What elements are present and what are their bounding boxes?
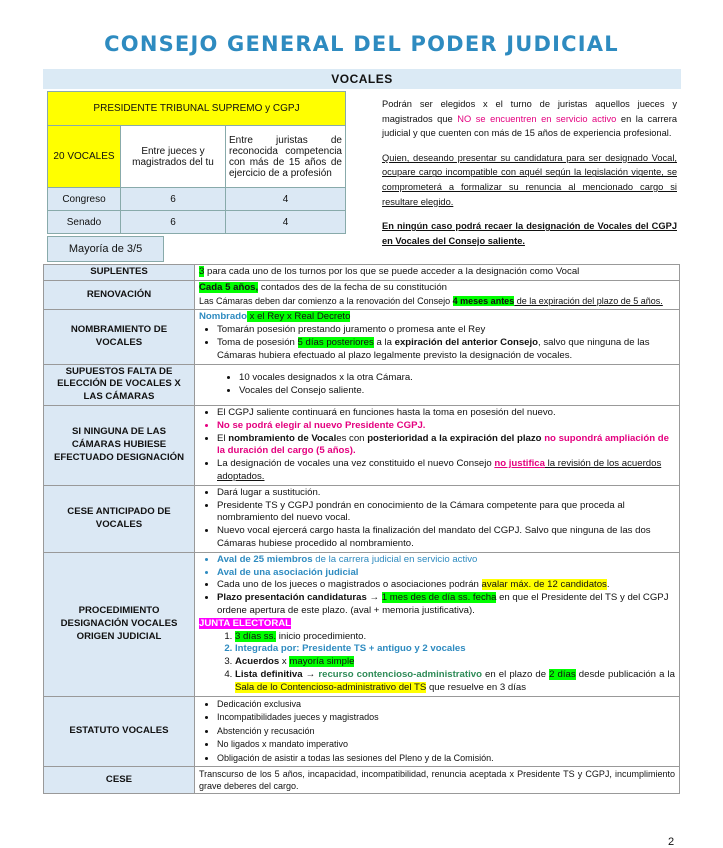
main-table — [43, 264, 680, 794]
col-juristas: Entre juristas de reconocida competencia con más de 15 años de ejercicio de a profesión — [226, 126, 346, 188]
note-candidatura: Quien, deseando presentar su candidatura para ser designado Vocal, ocupare cargo incompatible con aquél según la legislación vigente, se comprometerá a formalizar su renuncia al mencionado cargo si resultare elegido. — [382, 152, 677, 207]
row-nombramiento: NOMBRAMIENTO DE VOCALES Nombrado x el Rey x Real Decreto • Tomarán posesión prestando juramento o promesa ante el Rey • Toma de posesión 5 días posteriores a la expiración del anterior Consejo, salvo que ninguna de las Cámaras hubiera efectuado al plazo legalmente previsto la designación de vocales. — [44, 310, 680, 364]
row-suplentes: SUPLENTES 3 para cada uno de los turnos por los que se puede acceder a la designación como Vocal — [44, 265, 680, 281]
congreso-label: Congreso — [48, 188, 121, 211]
president-cell: PRESIDENTE TRIBUNAL SUPREMO y CGPJ — [48, 92, 346, 126]
page-number: 2 — [668, 836, 675, 848]
composition-table — [47, 91, 346, 234]
row-supuestos: SUPUESTOS FALTA DE ELECCIÓN DE VOCALES X LAS CÁMARAS • 10 vocales designados x la otra Cámara. • Vocales del Consejo saliente. — [44, 364, 680, 405]
eligibility-notes — [382, 97, 677, 258]
congreso-jueces: 6 — [121, 188, 226, 211]
row-cese: CESE Transcurso de los 5 años, incapacidad, incompatibilidad, renuncia aceptada x Presidente TS y CGPJ, incumplimiento grave deberes del cargo. — [44, 767, 680, 794]
col-jueces: Entre jueces y magistrados del tu — [121, 126, 226, 188]
vocales-cell: 20 VOCALES — [48, 126, 121, 188]
row-estatuto: ESTATUTO VOCALES • Dedicación exclusiva • Incompatibilidades jueces y magistrados • Abstención y recusación • No ligados x mandato imperativo • Obligación de asistir a todas las sesiones del Pleno y de la Comisión. — [44, 696, 680, 767]
senado-jueces: 6 — [121, 211, 226, 234]
majority-box: Mayoría de 3/5 — [47, 236, 164, 262]
note-saliente: En ningún caso podrá recaer la designación de Vocales del CGPJ en Vocales del Consejo saliente. — [382, 221, 677, 246]
row-cese-anticipado: CESE ANTICIPADO DE VOCALES • Dará lugar a sustitución. • Presidente TS y CGPJ pondrán en conocimiento de la Cámara competente para que proceda al nombramiento del nuevo vocal. • Nuevo vocal ejercerá cargo hasta la finalización del mandato del CGPJ. Salvo que ninguna de las dos Cámaras hubiese procedido al nombramiento. — [44, 485, 680, 552]
senado-juristas: 4 — [226, 211, 346, 234]
senado-label: Senado — [48, 211, 121, 234]
row-ninguna: SI NINGUNA DE LAS CÁMARAS HUBIESE EFECTUADO DESIGNACIÓN • El CGPJ saliente continuará en funciones hasta la toma en posesión del nuevo. • No se podrá elegir al nuevo Presidente CGPJ. • El nombramiento de Vocales con posterioridad a la expiración del plazo no supondrá ampliación de la duración del cargo (5 años). • La designación de vocales una vez constituido el nuevo Consejo no justifica la revisión de los acuerdos adoptados. — [44, 405, 680, 485]
section-header: VOCALES — [43, 69, 681, 89]
row-procedimiento: PROCEDIMIENTO DESIGNACIÓN VOCALES ORIGEN JUDICIAL • Aval de 25 miembros de la carrera judicial en servicio activo • Aval de una asociación judicial • Cada uno de los jueces o magistrados o asociaciones podrán avalar máx. de 12 candidatos. • Plazo presentación candidaturas → 1 mes des de día ss. fecha en que el Presidente del TS y del CGPJ ordene apertura de este plazo. (aval + memoria justificativa). JUNTA ELECTORAL 1. 3 días ss. inicio procedimiento. 2. Integrada por: Presidente TS + antiguo y 2 vocales 3. Acuerdos x mayoría simple 4. Lista definitiva → recurso contencioso-administrativo en el plazo de 2 días desde publicación a la Sala de lo Contencioso-administrativo del TS que resuelve en 3 días — [44, 552, 680, 696]
junta-electoral: JUNTA ELECTORAL — [199, 617, 292, 629]
page-title: CONSEJO GENERAL DEL PODER JUDICIAL — [104, 32, 619, 56]
note-juristas: Podrán ser elegidos x el turno de juristas aquellos jueces y magistrados que NO se encuentren en servicio activo en la carrera judicial y que cuenten con más de 15 años de experiencia profesional. — [382, 99, 677, 139]
congreso-juristas: 4 — [226, 188, 346, 211]
row-renovacion: RENOVACIÓN Cada 5 años, contados des de la fecha de su constitución Las Cámaras deben dar comienzo a la renovación del Consejo 4 meses antes de la expiración del plazo de 5 años. — [44, 280, 680, 310]
